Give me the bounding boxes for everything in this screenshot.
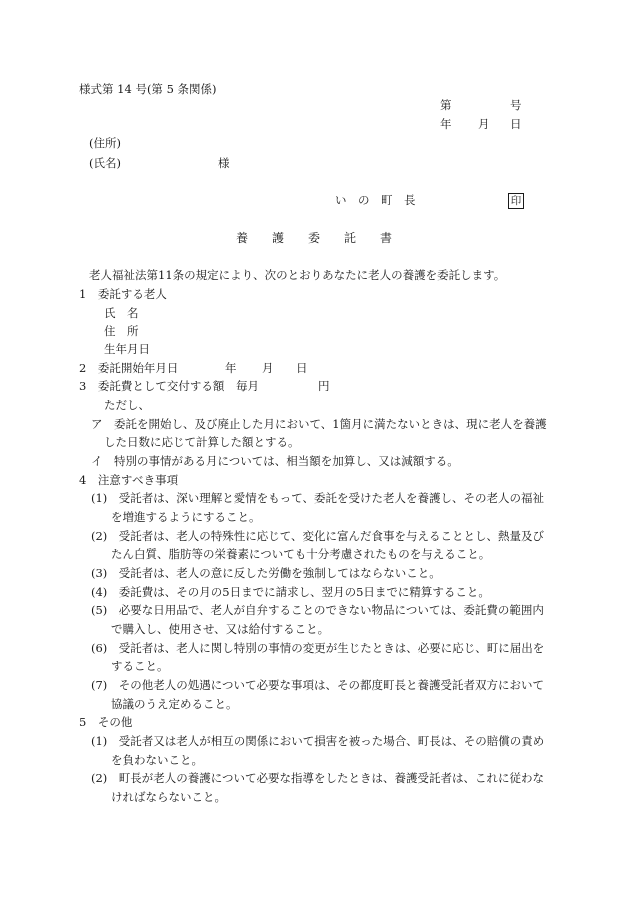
note-7-line-2: 協議のうえ定めること。	[111, 697, 238, 711]
doc-number-suffix: 号	[510, 98, 522, 112]
note-7-line-1: (7) その他老人の処遇について必要な事項は、その都度町長と養護受託者双方において	[91, 678, 545, 692]
note-3-line-1: (3) 受託者は、老人の意に反した労働を強制してはならないこと。	[91, 566, 441, 580]
form-number: 様式第 14 号(第 5 条関係)	[79, 82, 217, 96]
note-4-line-1: (4) 委託費は、その月の5日までに請求し、翌月の5日までに精算すること。	[91, 585, 490, 599]
note-6-line-1: (6) 受託者は、老人に関し特別の事情の変更が生じたときは、必要に応じ、町に届出を	[91, 641, 545, 655]
elder-address-label: 住 所	[104, 324, 139, 338]
section-1-heading: 1 委託する老人	[79, 287, 167, 301]
page-title: 養 護 委 託 書	[236, 231, 393, 245]
honorific: 様	[218, 156, 230, 170]
section-4-heading: 4 注意すべき事項	[79, 473, 179, 487]
yen-label: 円	[318, 379, 330, 393]
other-2-line-1: (2) 町長が老人の養護について必要な指導をしたときは、養護受託者は、これに従わな	[91, 771, 545, 785]
other-2-line-2: ければならないこと。	[111, 790, 226, 804]
elder-name-label: 氏 名	[104, 306, 139, 320]
seal-mark: 印	[508, 193, 524, 209]
clause-i-line-1: イ 特別の事情がある月については、相当額を加算し、又は減額する。	[91, 454, 459, 468]
section-3-label: 3 委託費として交付する額	[79, 379, 225, 393]
section-5-heading: 5 その他	[79, 715, 133, 729]
start-month: 月	[262, 361, 274, 375]
date-year: 年	[440, 117, 452, 131]
however-text: ただし、	[104, 398, 150, 412]
note-6-line-2: すること。	[111, 659, 169, 673]
clause-a-line-1: ア 委託を開始し、及び廃止した月において、1箇月に満たないときは、現に老人を養護	[91, 417, 547, 431]
start-year: 年	[225, 361, 237, 375]
note-5-line-1: (5) 必要な日用品で、老人が自弁することのできない物品については、委託費の範囲内	[91, 603, 544, 617]
clause-a-line-2: した日数に応じて計算した額とする。	[104, 435, 300, 449]
issuer: い の 町 長	[335, 193, 416, 207]
elder-birthdate-label: 生年月日	[104, 342, 150, 356]
start-day: 日	[296, 361, 308, 375]
monthly-label: 毎月	[236, 379, 259, 393]
note-1-line-1: (1) 受託者は、深い理解と愛情をもって、委託を受けた老人を養護し、その老人の福祉	[91, 491, 545, 505]
name-label: (氏名)	[89, 156, 121, 170]
note-2-line-1: (2) 受託者は、老人の特殊性に応じて、変化に富んだ食事を与えることとし、熱量及び	[91, 529, 545, 543]
intro-paragraph: 老人福祉法第11条の規定により、次のとおりあなたに老人の養護を委託します。	[89, 268, 506, 282]
note-2-line-2: たん白質、脂肪等の栄養素についても十分考慮されたものを与えること。	[111, 547, 491, 561]
date-month: 月	[478, 117, 490, 131]
note-1-line-2: を増進するようにすること。	[111, 510, 261, 524]
doc-number-prefix: 第	[440, 98, 452, 112]
note-5-line-2: で購入し、使用させ、又は給付すること。	[111, 622, 330, 636]
address-label: (住所)	[89, 136, 121, 150]
section-2-label: 2 委託開始年月日	[79, 361, 179, 375]
date-day: 日	[510, 117, 522, 131]
other-1-line-1: (1) 受託者又は老人が相互の関係において損害を被った場合、町長は、その賠償の責め	[91, 734, 545, 748]
other-1-line-2: を負わないこと。	[111, 753, 203, 767]
